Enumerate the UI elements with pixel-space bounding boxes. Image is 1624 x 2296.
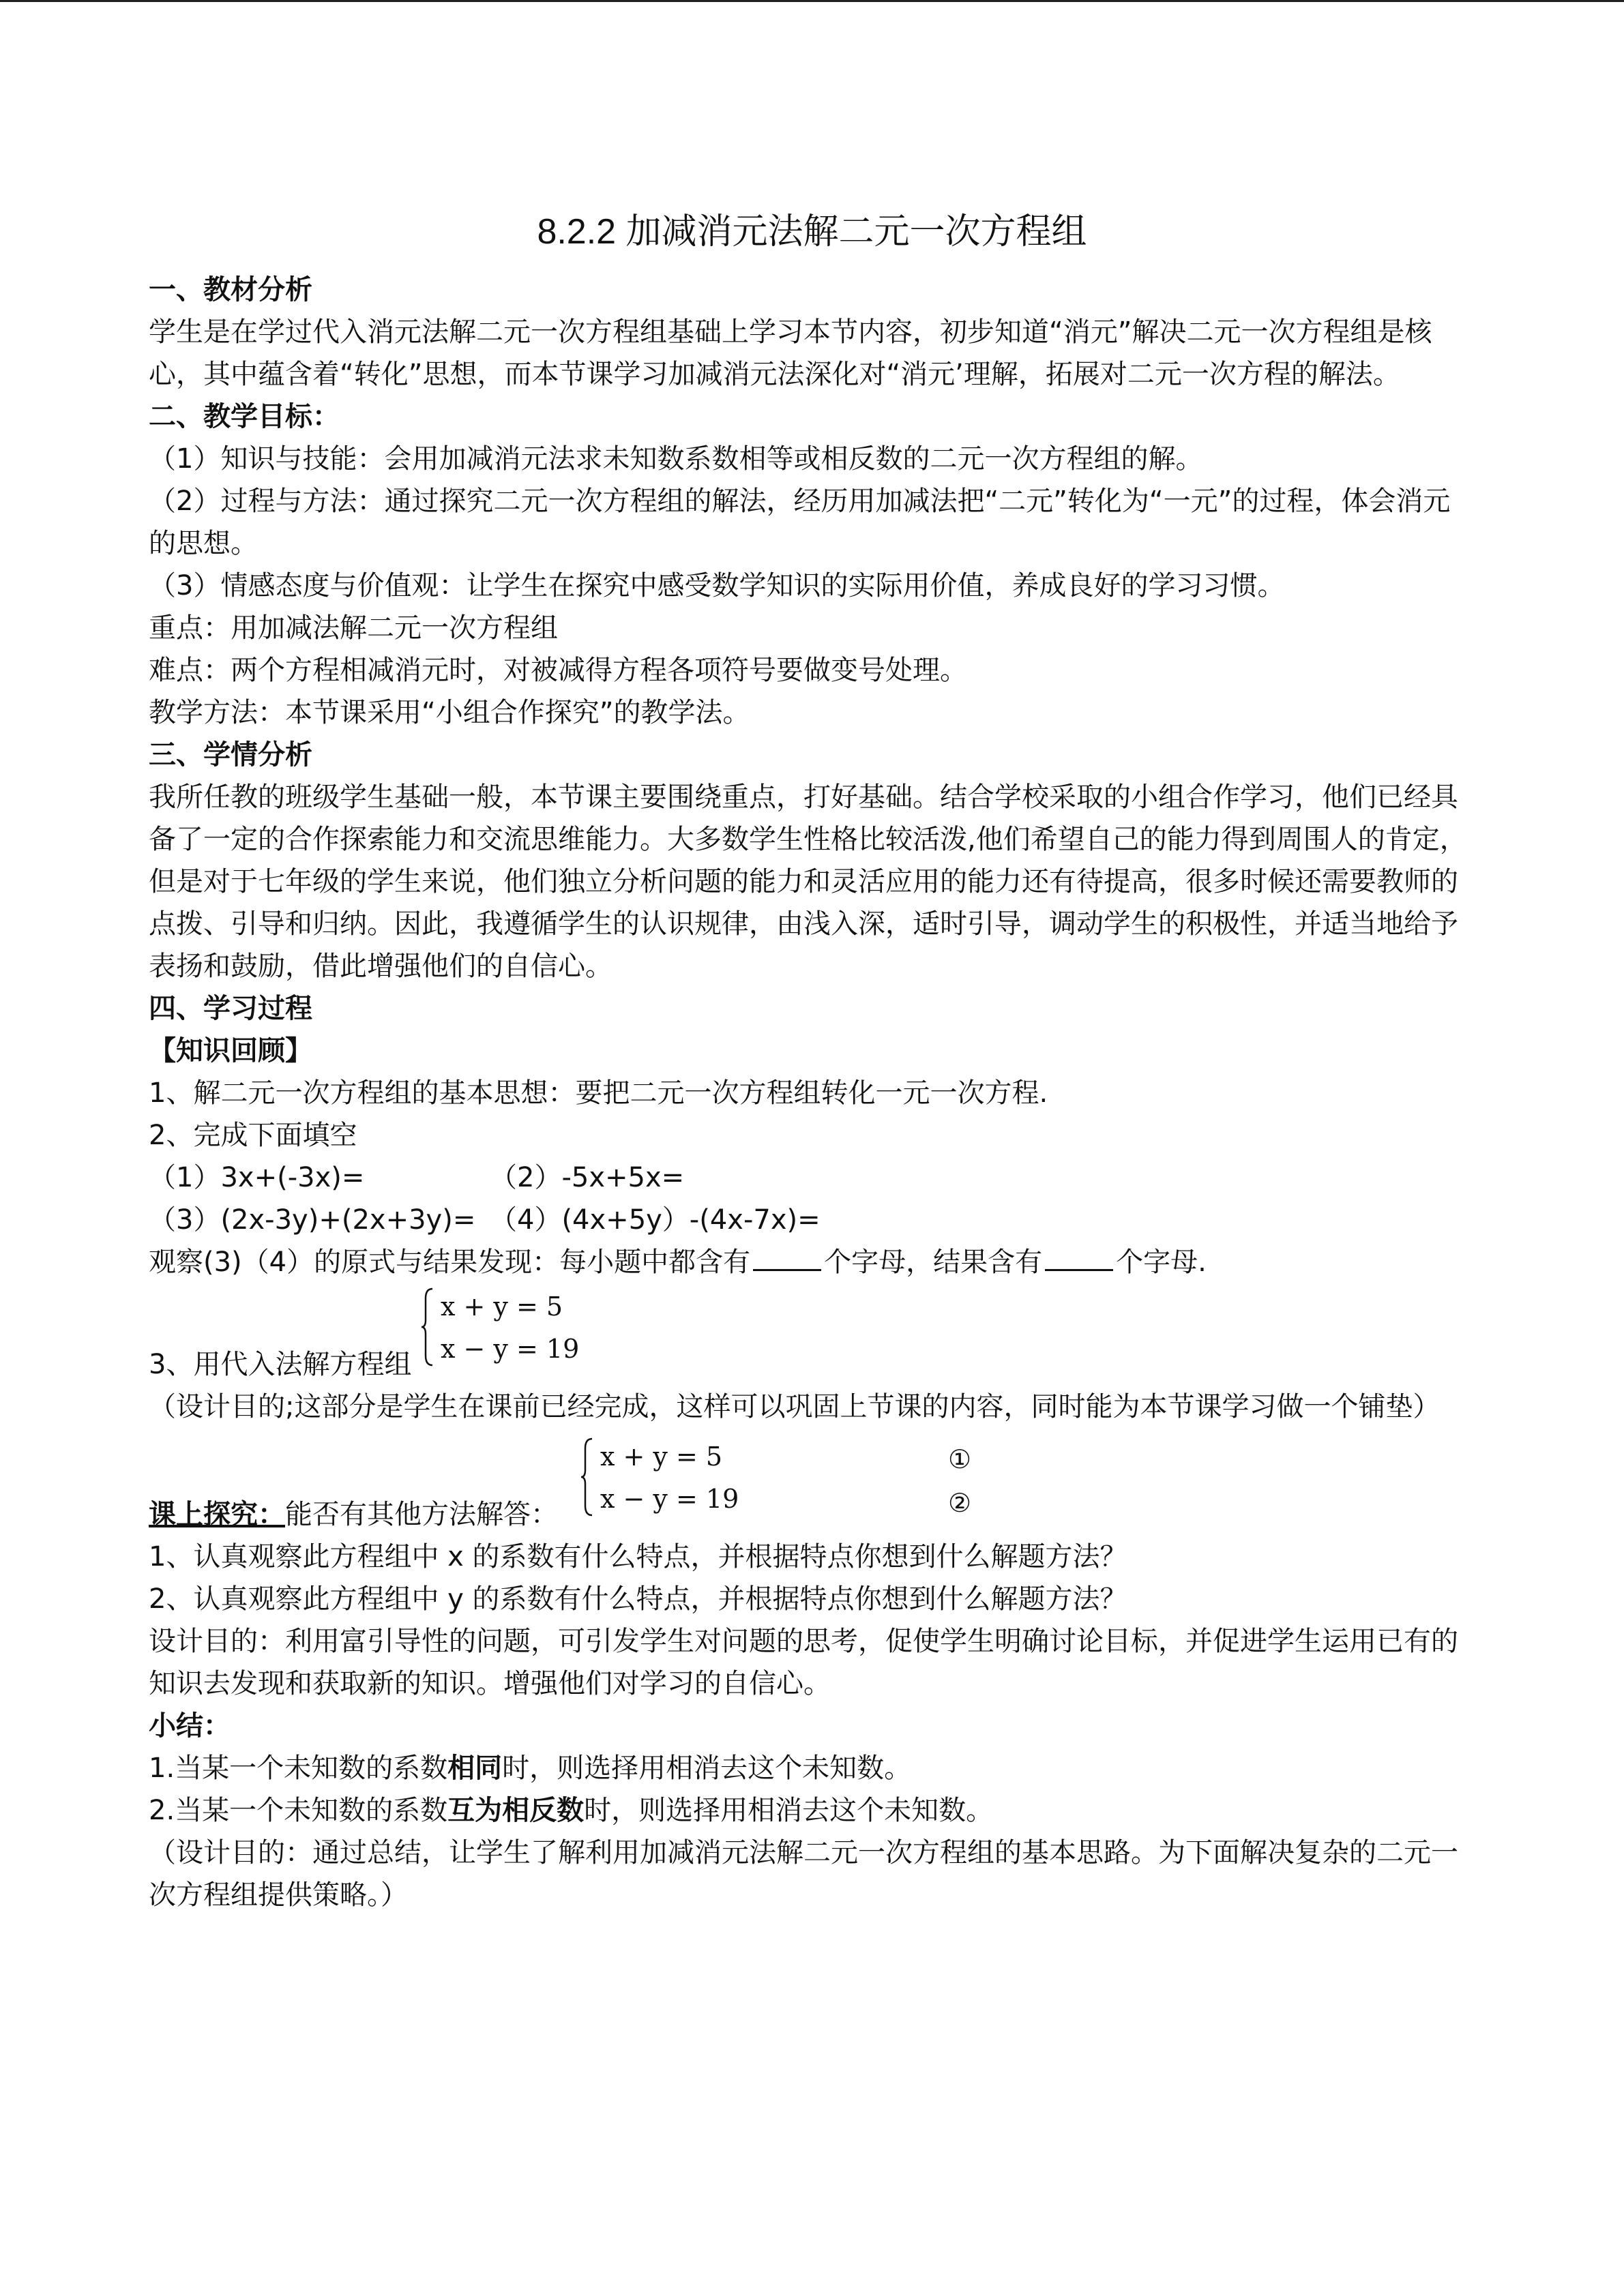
fill-item-4: （4）(4x+5y）-(4x-7x)=	[490, 1204, 821, 1236]
design-purpose-2: 设计目的：利用富引导性的问题，可引发学生对问题的思考，促使学生明确讨论目标，并促进学生运用已有的知识去发现和获取新的知识。增强他们对学习的自信心。	[149, 1626, 1458, 1699]
difficult-point: 难点：两个方程相减消元时，对被减得方程各项符号要做变号处理。	[149, 655, 967, 686]
observation-line	[149, 1241, 1475, 1283]
system1-equation-1: x + y = 5	[441, 1292, 563, 1322]
equation-system-2	[580, 1436, 784, 1521]
system2-equation-1: x + y = 5	[600, 1442, 723, 1472]
answer-blank-1[interactable]	[753, 1242, 821, 1271]
review-heading: 【知识回顾】	[149, 1035, 312, 1067]
observation-text-c: 个字母.	[1116, 1247, 1207, 1278]
fill-item-2: （2）-5x+5x=	[490, 1162, 685, 1193]
section-heading-goals: 二、教学目标：	[149, 401, 340, 432]
fill-row-2	[149, 1199, 1475, 1241]
answer-blank-2[interactable]	[1045, 1242, 1113, 1271]
brace-icon	[580, 1436, 595, 1518]
explore-problem	[149, 1428, 1475, 1536]
key-point: 重点：用加减法解二元一次方程组	[149, 612, 558, 644]
review-item-1: 1、解二元一次方程组的基本思想：要把二元一次方程组转化一元一次方程.	[149, 1077, 1048, 1109]
explore-text: 能否有其他方法解答：	[285, 1499, 558, 1530]
substitution-problem	[149, 1283, 1475, 1386]
page-title: 8.2.2 加减消元法解二元一次方程组	[537, 212, 1087, 252]
brace-icon	[420, 1286, 435, 1368]
section-heading-textbook: 一、教材分析	[149, 274, 312, 305]
page-top-border	[0, 0, 1624, 2]
summary-1-emphasis: 相同	[447, 1753, 503, 1784]
fill-item-3: （3）(2x-3y)+(2x+3y)=	[149, 1204, 476, 1236]
teaching-method: 教学方法：本节课采用“小组合作探究”的教学法。	[149, 697, 750, 728]
equation-marker-1: ①	[948, 1444, 972, 1474]
equation-marker-2: ②	[948, 1488, 972, 1518]
design-purpose-3: （设计目的：通过总结，让学生了解利用加减消元法解二元一次方程组的基本思路。为下面解决复杂的二元一次方程组提供策略。）	[149, 1837, 1458, 1911]
summary-2-text-c: 时，则选择用相消去这个未知数。	[584, 1795, 994, 1826]
section-heading-process: 四、学习过程	[149, 993, 312, 1024]
summary-item-2	[149, 1789, 1475, 1832]
goal-attitude: （3）情感态度与价值观：让学生在探究中感受数学知识的实际用价值，养成良好的学习习惯。	[149, 570, 1285, 601]
summary-2-emphasis: 互为相反数	[447, 1795, 585, 1826]
goal-knowledge: （1）知识与技能：会用加减消元法求未知数系数相等或相反数的二元一次方程组的解。	[149, 443, 1203, 475]
document-page	[149, 205, 1475, 1916]
equation-system-1	[420, 1286, 625, 1371]
explore-label: 课上探究：	[149, 1499, 285, 1530]
student-analysis-text: 我所任教的班级学生基础一般，本节课主要围绕重点，打好基础。结合学校采取的小组合作学习，他们已经具备了一定的合作探索能力和交流思维能力。大多数学生性格比较活泼,他们希望自己的能力得到周围人的肯定，但是对于七年级的学生来说，他们独立分析问题的能力和灵活应用的能力还有待提高，很多时候还需要教师的点拨、引导和归纳。因此，我遵循学生的认识规律，由浅入深，适时引导，调动学生的积极性，并适当地给予表扬和鼓励，借此增强他们的自信心。	[149, 781, 1467, 982]
goal-process: （2）过程与方法：通过探究二元一次方程组的解法，经历用加减法把“二元”转化为“一元”的过程，体会消元的思想。	[149, 486, 1451, 559]
summary-1-text-a: 1.当某一个未知数的系数	[149, 1753, 448, 1784]
explore-line	[149, 1493, 558, 1536]
design-purpose-1: （设计目的;这部分是学生在课前已经完成，这样可以巩固上节课的内容，同时能为本节课学习做一个铺垫）	[149, 1391, 1441, 1422]
observation-text-b: 个字母，结果含有	[824, 1247, 1043, 1278]
summary-item-1	[149, 1747, 1475, 1789]
question-2: 2、认真观察此方程组中 y 的系数有什么特点，并根据特点你想到什么解题方法？	[149, 1583, 1127, 1615]
system1-equation-2: x − y = 19	[441, 1334, 580, 1364]
observation-text-a: 观察(3)（4）的原式与结果发现：每小题中都含有	[149, 1247, 751, 1278]
section-heading-students: 三、学情分析	[149, 739, 312, 771]
fill-row-1	[149, 1157, 1475, 1199]
review-item-2: 2、完成下面填空	[149, 1120, 357, 1151]
substitution-label: 3、用代入法解方程组	[149, 1349, 412, 1380]
question-1: 1、认真观察此方程组中 x 的系数有什么特点，并根据特点你想到什么解题方法？	[149, 1541, 1127, 1572]
summary-1-text-c: 时，则选择用相消去这个未知数。	[502, 1753, 912, 1784]
summary-heading: 小结：	[149, 1710, 231, 1742]
fill-item-1: （1）3x+(-3x)=	[149, 1162, 365, 1193]
summary-2-text-a: 2.当某一个未知数的系数	[149, 1795, 448, 1826]
system2-equation-2: x − y = 19	[600, 1484, 739, 1514]
textbook-analysis-text: 学生是在学过代入消元法解二元一次方程组基础上学习本节内容，初步知道“消元”解决二元一次方程组是核心，其中蕴含着“转化”思想，而本节课学习加减消元法深化对“消元’理解，拓展对二元一次方程的解法。	[149, 316, 1432, 390]
